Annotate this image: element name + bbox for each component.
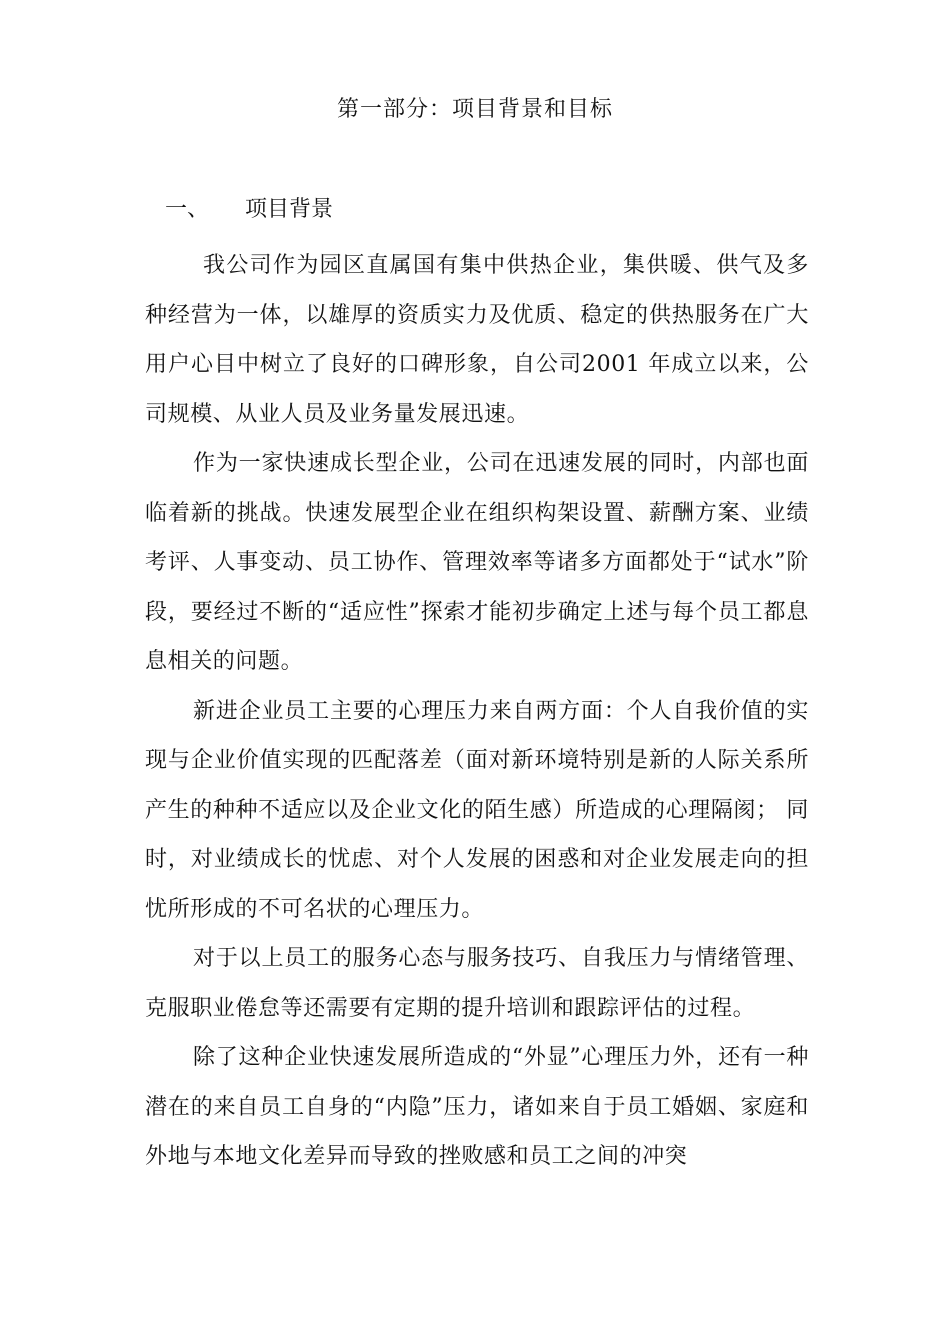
paragraph-background-intro: 我公司作为园区直属国有集中供热企业，集供暖、供气及多种经营为一体，以雄厚的资质实力及优质、稳定的供热服务在广大用户心目中树立了良好的口碑形象，自公司2001 年成立以来，公司规模、从业人员及业务量发展迅速。 bbox=[145, 253, 809, 427]
section-number: 一、 bbox=[165, 197, 210, 222]
paragraph-psychological-pressure: 新进企业员工主要的心理压力来自两方面：个人自我价值的实现与企业价值实现的匹配落差（面对新环境特别是新的人际关系所产生的种种不适应以及企业文化的陌生感）所造成的心理隔阂； 同时，对业绩成长的忧虑、对个人发展的困惑和对企业发展走向的担忧所形成的不可名状的心理压力。 bbox=[145, 698, 809, 922]
section-title: 项目背景 bbox=[245, 197, 334, 222]
section-heading bbox=[165, 192, 333, 228]
paragraph-training-needs: 对于以上员工的服务心态与服务技巧、自我压力与情绪管理、克服职业倦怠等还需要有定期的提升培训和跟踪评估的过程。 bbox=[145, 946, 809, 1021]
paragraph-hidden-pressure: 除了这种企业快速发展所造成的“外显”心理压力外，还有一种潜在的来自员工自身的“内隐”压力，诸如来自于员工婚姻、家庭和外地与本地文化差异而导致的挫败感和员工之间的冲突 bbox=[145, 1045, 809, 1169]
page-title: 第一部分：项目背景和目标 bbox=[336, 97, 613, 122]
body-text bbox=[145, 241, 809, 1182]
paragraph-challenges: 作为一家快速成长型企业，公司在迅速发展的同时，内部也面临着新的挑战。快速发展型企业在组织构架设置、薪酬方案、业绩考评、人事变动、员工协作、管理效率等诸多方面都处于“试水”阶段，要经过不断的“适应性”探索才能初步确定上述与每个员工都息息相关的问题。 bbox=[145, 451, 809, 674]
